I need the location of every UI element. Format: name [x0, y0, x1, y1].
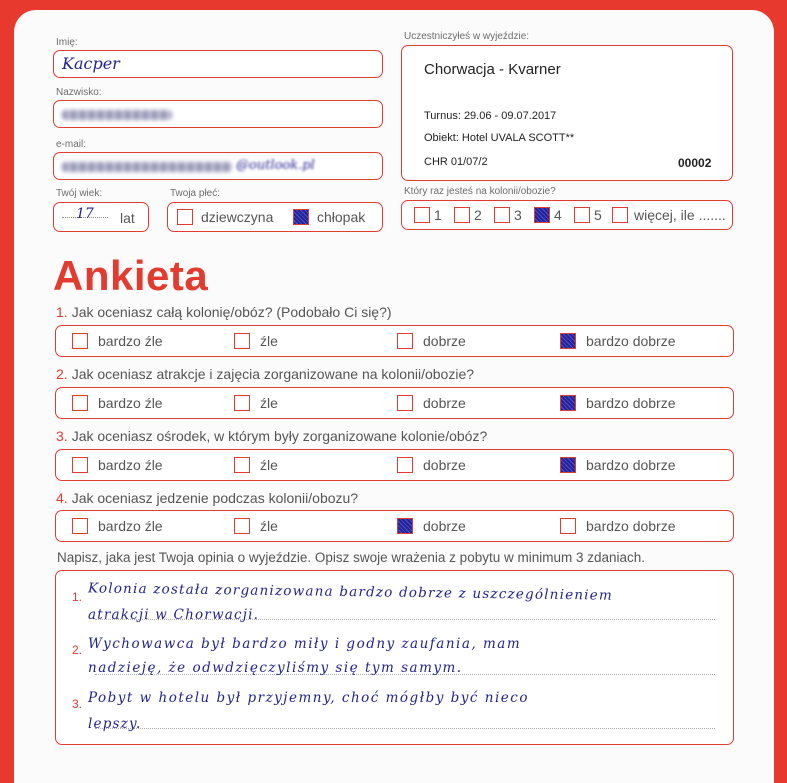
q2-option-4-label: bardzo dobrze	[586, 395, 676, 411]
q2-option-1-label: bardzo źle	[98, 395, 163, 411]
q2-option-4-checkbox[interactable]	[560, 395, 576, 411]
answer-row-3	[55, 449, 734, 481]
opinion-line-4: nadzieję, że odwdzięczyliśmy się tym samym.	[88, 660, 463, 676]
question-4-text: Jak oceniasz jedzenie podczas kolonii/obozu?	[71, 490, 359, 506]
survey-title: Ankieta	[53, 252, 209, 299]
q1-option-3-label: dobrze	[423, 333, 466, 349]
answer-row-4	[55, 510, 734, 542]
opinion-line	[95, 728, 715, 729]
q4-option-2-checkbox[interactable]	[234, 518, 250, 534]
question-1	[56, 304, 392, 320]
q3-option-2-label: źle	[260, 457, 278, 473]
name-label: Imię:	[56, 37, 78, 48]
q1-option-2-checkbox[interactable]	[234, 333, 250, 349]
q2-option-3-checkbox[interactable]	[397, 395, 413, 411]
surname-label: Nazwisko:	[56, 87, 102, 98]
times-5-checkbox[interactable]	[574, 207, 590, 223]
question-1-text: Jak oceniasz całą kolonię/obóz? (Podobało Ci się?)	[71, 304, 392, 320]
q4-option-3-label: dobrze	[423, 518, 466, 534]
times-label: Który raz jesteś na kolonii/obozie?	[404, 186, 556, 197]
gender-label: Twoja płeć:	[170, 188, 221, 199]
opinion-line-5: Pobyt w hotelu był przyjemny, choć mógłby być nieco	[88, 690, 529, 706]
q2-option-2-checkbox[interactable]	[234, 395, 250, 411]
times-field	[401, 200, 733, 230]
email-redacted	[62, 162, 232, 172]
q3-option-3-label: dobrze	[423, 457, 466, 473]
q2-option-1-checkbox[interactable]	[72, 395, 88, 411]
trip-name: Chorwacja - Kvarner	[424, 61, 561, 78]
times-1-label: 1	[434, 207, 442, 223]
q3-option-4-label: bardzo dobrze	[586, 457, 676, 473]
times-2-label: 2	[474, 207, 482, 223]
opinion-prompt: Napisz, jaka jest Twoja opinia o wyjeździe. Opisz swoje wrażenia z pobytu w minimum 3 zdaniach.	[57, 550, 646, 565]
trip-number: 00002	[678, 156, 712, 170]
surname-field[interactable]	[53, 100, 383, 128]
opinion-number-1: 1.	[72, 590, 83, 604]
answer-row-1	[55, 325, 734, 357]
email-label: e-mail:	[56, 139, 87, 150]
times-1-checkbox[interactable]	[414, 207, 430, 223]
question-4-number: 4.	[56, 490, 68, 506]
times-3-checkbox[interactable]	[494, 207, 510, 223]
answer-row-2	[55, 387, 734, 419]
q3-option-1-label: bardzo źle	[98, 457, 163, 473]
q2-option-3-label: dobrze	[423, 395, 466, 411]
opinion-line-1: Kolonia została zorganizowana bardzo dobrze z uszczególnieniem	[87, 580, 614, 604]
q4-option-1-label: bardzo źle	[98, 518, 163, 534]
age-value: 17	[76, 206, 94, 222]
name-value: Kacper	[62, 54, 120, 73]
question-3	[56, 428, 487, 444]
question-3-text: Jak oceniasz ośrodek, w którym były zorganizowane kolonie/obóz?	[71, 428, 488, 444]
question-1-number: 1.	[56, 304, 68, 320]
times-4-label: 4	[554, 207, 562, 223]
opinion-line-3: Wychowawca był bardzo miły i godny zaufania, mam	[88, 636, 522, 652]
gender-girl-checkbox[interactable]	[177, 209, 193, 225]
q4-option-3-checkbox[interactable]	[397, 518, 413, 534]
times-3-label: 3	[514, 207, 522, 223]
surname-redacted	[62, 110, 172, 120]
question-2-text: Jak oceniasz atrakcje i zajęcia zorganizowane na kolonii/obozie?	[71, 366, 475, 382]
q1-option-1-checkbox[interactable]	[72, 333, 88, 349]
q3-option-1-checkbox[interactable]	[72, 457, 88, 473]
q4-option-2-label: źle	[260, 518, 278, 534]
times-more-label: więcej, ile .......	[634, 207, 726, 223]
question-2	[56, 366, 474, 382]
question-3-number: 3.	[56, 428, 68, 444]
opinion-number-3: 3.	[72, 697, 83, 711]
q1-option-2-label: źle	[260, 333, 278, 349]
q4-option-1-checkbox[interactable]	[72, 518, 88, 534]
opinion-line-6: lepszy.	[88, 716, 142, 732]
opinion-line-2: atrakcji w Chorwacji.	[88, 607, 260, 623]
q3-option-4-checkbox[interactable]	[560, 457, 576, 473]
q3-option-2-checkbox[interactable]	[234, 457, 250, 473]
name-field[interactable]	[53, 50, 383, 78]
times-4-checkbox[interactable]	[534, 207, 550, 223]
times-more-checkbox[interactable]	[612, 207, 628, 223]
gender-boy-label: chłopak	[317, 209, 366, 225]
trip-turnus: Turnus: 29.06 - 09.07.2017	[424, 110, 557, 122]
email-domain: @outlook.pl	[236, 158, 315, 173]
question-4	[56, 490, 358, 506]
q1-option-3-checkbox[interactable]	[397, 333, 413, 349]
opinion-number-2: 2.	[72, 643, 83, 657]
gender-girl-label: dziewczyna	[201, 209, 274, 225]
q4-option-4-label: bardzo dobrze	[586, 518, 676, 534]
q2-option-2-label: źle	[260, 395, 278, 411]
question-2-number: 2.	[56, 366, 68, 382]
trip-code: CHR 01/07/2	[424, 156, 488, 168]
q4-option-4-checkbox[interactable]	[560, 518, 576, 534]
trip-box	[401, 45, 733, 181]
age-unit: lat	[120, 210, 135, 226]
gender-field	[167, 202, 383, 232]
q1-option-1-label: bardzo źle	[98, 333, 163, 349]
q1-option-4-checkbox[interactable]	[560, 333, 576, 349]
trip-object: Obiekt: Hotel UVALA SCOTT**	[424, 132, 575, 144]
times-5-label: 5	[594, 207, 602, 223]
age-label: Twój wiek:	[56, 188, 103, 199]
age-field[interactable]	[53, 202, 149, 232]
gender-boy-checkbox[interactable]	[293, 209, 309, 225]
q3-option-3-checkbox[interactable]	[397, 457, 413, 473]
q1-option-4-label: bardzo dobrze	[586, 333, 676, 349]
trip-label: Uczestniczyłeś w wyjeździe:	[404, 31, 530, 42]
email-field[interactable]	[53, 152, 383, 180]
times-2-checkbox[interactable]	[454, 207, 470, 223]
